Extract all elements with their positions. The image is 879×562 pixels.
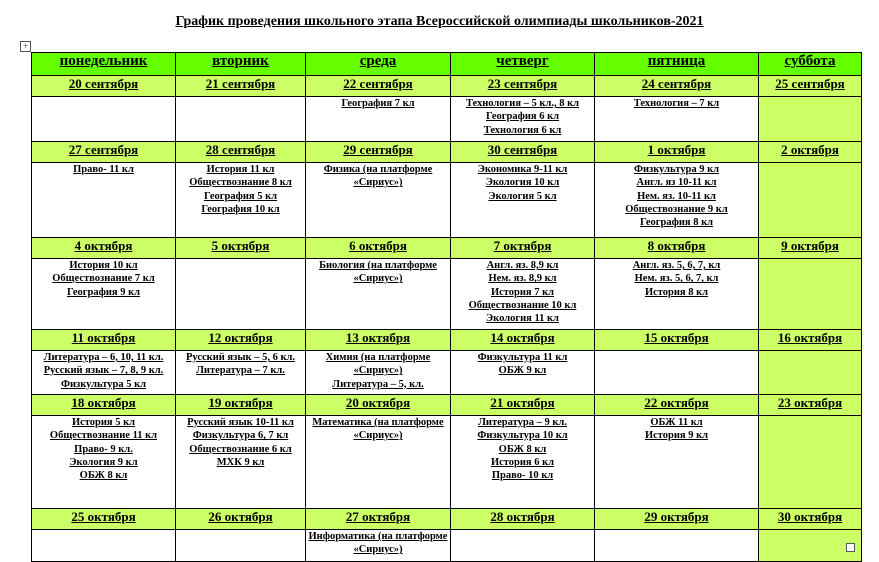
date-row [32, 142, 862, 163]
date-cell: 25 сентября [759, 76, 862, 97]
events-cell[interactable] [176, 163, 306, 238]
olympiad-entry: Физика (на платформе «Сириус») [323, 164, 433, 189]
events-cell[interactable] [759, 351, 862, 395]
events-cell[interactable] [595, 416, 759, 509]
olympiad-entry: ОБЖ 8 кл [498, 443, 547, 455]
day-header: пятница [595, 53, 759, 76]
olympiad-entry: Русский язык – 5, 6 кл. [185, 352, 296, 363]
olympiad-entry: Русский язык 10-11 кл [187, 417, 294, 428]
olympiad-entry: Информатика (на платформе «Сириус») [308, 531, 448, 556]
olympiad-entry: Физкультура 10 кл [477, 430, 568, 442]
date-row [32, 238, 862, 259]
olympiad-entry: Физкультура 6, 7 кл [192, 430, 289, 442]
olympiad-entry: География 7 кл [341, 98, 415, 109]
date-cell: 4 октября [32, 238, 176, 259]
events-cell[interactable] [451, 416, 595, 509]
events-cell[interactable] [306, 97, 451, 142]
olympiad-entry: Физкультура 5 кл [60, 378, 147, 390]
olympiad-entry: География 5 кл [203, 190, 278, 202]
olympiad-entry: Химия (на платформе «Сириус») [325, 352, 431, 377]
olympiad-entry: Экология 5 кл [488, 190, 557, 202]
olympiad-entry: Технология – 5 кл., 8 кл [465, 98, 580, 109]
date-cell: 23 октября [759, 395, 862, 416]
olympiad-entry: Англ. яз 10-11 кл [636, 177, 717, 189]
date-cell: 21 октября [451, 395, 595, 416]
date-cell: 23 сентября [451, 76, 595, 97]
events-cell[interactable] [595, 259, 759, 330]
events-row [32, 416, 862, 509]
date-cell: 30 октября [759, 509, 862, 530]
olympiad-entry: Литература – 9 кл. [478, 417, 567, 428]
date-cell: 29 сентября [306, 142, 451, 163]
day-header-row [32, 53, 862, 76]
events-cell[interactable] [759, 163, 862, 238]
date-cell: 19 октября [176, 395, 306, 416]
date-row [32, 395, 862, 416]
olympiad-entry: Технология – 7 кл [633, 98, 720, 109]
date-cell: 26 октября [176, 509, 306, 530]
date-cell: 30 сентября [451, 142, 595, 163]
date-cell: 29 октября [595, 509, 759, 530]
olympiad-entry: История 11 кл [206, 164, 275, 175]
olympiad-entry: Обществознание 8 кл [189, 177, 292, 189]
events-cell[interactable] [176, 259, 306, 330]
date-cell: 18 октября [32, 395, 176, 416]
date-cell: 27 сентября [32, 142, 176, 163]
date-cell: 20 сентября [32, 76, 176, 97]
events-cell[interactable] [306, 530, 451, 562]
date-cell: 20 октября [306, 395, 451, 416]
events-cell[interactable] [306, 163, 451, 238]
olympiad-entry: Обществознание 9 кл [625, 203, 728, 215]
day-header: четверг [451, 53, 595, 76]
date-cell: 9 октября [759, 238, 862, 259]
events-row [32, 163, 862, 238]
table-move-handle-icon[interactable]: + [20, 41, 31, 52]
date-row [32, 330, 862, 351]
olympiad-entry: Литература – 5, кл. [332, 378, 424, 390]
date-row [32, 509, 862, 530]
events-cell[interactable] [595, 530, 759, 562]
date-cell: 13 октября [306, 330, 451, 351]
olympiad-entry: Право- 9 кл. [74, 443, 133, 455]
date-cell: 16 октября [759, 330, 862, 351]
day-header: вторник [176, 53, 306, 76]
events-cell[interactable] [451, 163, 595, 238]
olympiad-entry: ОБЖ 9 кл [498, 365, 547, 377]
olympiad-entry: Нем. яз. 5, 6, 7, кл [634, 273, 719, 285]
olympiad-entry: Математика (на платформе «Сириус») [312, 417, 444, 442]
events-cell[interactable] [595, 351, 759, 395]
date-cell: 15 октября [595, 330, 759, 351]
olympiad-entry: Экология 11 кл [486, 313, 559, 325]
events-cell[interactable] [306, 351, 451, 395]
olympiad-entry: История 5 кл [71, 417, 136, 428]
events-cell[interactable] [32, 416, 176, 509]
events-row [32, 530, 862, 562]
day-header: понедельник [32, 53, 176, 76]
date-cell: 27 октября [306, 509, 451, 530]
events-cell[interactable] [595, 163, 759, 238]
olympiad-entry: Биология (на платформе «Сириус») [319, 260, 437, 285]
olympiad-entry: Физкультура 9 кл [633, 164, 720, 175]
olympiad-entry: Обществознание 10 кл [468, 299, 577, 311]
date-cell: 21 сентября [176, 76, 306, 97]
events-cell[interactable] [176, 530, 306, 562]
olympiad-entry: История 6 кл [490, 456, 555, 468]
olympiad-entry: Литература – 6, 10, 11 кл. [43, 352, 164, 363]
events-cell[interactable] [32, 163, 176, 238]
events-cell[interactable] [759, 416, 862, 509]
date-cell: 11 октября [32, 330, 176, 351]
events-cell[interactable] [32, 97, 176, 142]
olympiad-entry: МХК 9 кл [216, 456, 265, 468]
date-cell: 1 октября [595, 142, 759, 163]
olympiad-entry: Право- 10 кл [491, 470, 554, 482]
date-cell: 24 сентября [595, 76, 759, 97]
olympiad-entry: История 7 кл [490, 286, 555, 298]
page-title: График проведения школьного этапа Всероссийской олимпиады школьников-2021 [175, 14, 704, 29]
events-row [32, 97, 862, 142]
date-cell: 25 октября [32, 509, 176, 530]
olympiad-entry: География 9 кл [66, 286, 141, 298]
day-header: среда [306, 53, 451, 76]
date-cell: 22 октября [595, 395, 759, 416]
olympiad-entry: География 8 кл [639, 217, 714, 229]
date-cell: 12 октября [176, 330, 306, 351]
olympiad-entry: Нем. яз. 10-11 кл [637, 190, 716, 202]
date-cell: 5 октября [176, 238, 306, 259]
olympiad-entry: Англ. яз. 8,9 кл [486, 260, 559, 271]
table-resize-handle-icon[interactable] [846, 543, 855, 552]
events-cell[interactable] [32, 530, 176, 562]
olympiad-entry: Экономика 9-11 кл [477, 164, 568, 175]
olympiad-entry: Право- 11 кл [73, 164, 134, 175]
olympiad-entry: ОБЖ 11 кл [650, 417, 703, 428]
olympiad-entry: География 10 кл [201, 203, 280, 215]
date-cell: 8 октября [595, 238, 759, 259]
olympiad-entry: Физкультура 11 кл [477, 352, 568, 363]
events-cell[interactable] [595, 97, 759, 142]
events-cell[interactable] [32, 351, 176, 395]
schedule-table [31, 52, 862, 562]
date-cell: 28 октября [451, 509, 595, 530]
events-cell[interactable] [759, 259, 862, 330]
olympiad-entry: История 8 кл [644, 286, 709, 298]
events-cell[interactable] [32, 259, 176, 330]
events-cell[interactable] [451, 97, 595, 142]
events-cell[interactable] [451, 351, 595, 395]
events-cell[interactable] [176, 351, 306, 395]
olympiad-entry: Обществознание 11 кл [49, 430, 158, 442]
date-cell: 28 сентября [176, 142, 306, 163]
events-cell[interactable] [759, 97, 862, 142]
olympiad-entry: Экология 10 кл [485, 177, 560, 189]
events-cell[interactable] [306, 416, 451, 509]
events-cell[interactable] [176, 97, 306, 142]
olympiad-entry: Обществознание 6 кл [189, 443, 292, 455]
olympiad-entry: Технология 6 кл [483, 124, 562, 136]
olympiad-entry: История 9 кл [644, 430, 709, 442]
date-cell: 6 октября [306, 238, 451, 259]
date-cell: 7 октября [451, 238, 595, 259]
olympiad-entry: История 10 кл [69, 260, 138, 271]
events-cell[interactable] [451, 530, 595, 562]
olympiad-entry: Обществознание 7 кл [52, 273, 155, 285]
day-header: суббота [759, 53, 862, 76]
date-cell: 14 октября [451, 330, 595, 351]
events-cell[interactable] [176, 416, 306, 509]
olympiad-entry: География 6 кл [485, 111, 560, 123]
events-row [32, 351, 862, 395]
date-cell: 22 сентября [306, 76, 451, 97]
events-row [32, 259, 862, 330]
olympiad-entry: Англ. яз. 5, 6, 7, кл [632, 260, 721, 271]
olympiad-entry: Русский язык – 7, 8, 9 кл. [43, 365, 164, 377]
events-cell[interactable] [451, 259, 595, 330]
olympiad-entry: Нем. яз. 8,9 кл [488, 273, 557, 285]
olympiad-entry: ОБЖ 8 кл [79, 470, 128, 482]
events-cell[interactable] [306, 259, 451, 330]
olympiad-entry: Литература – 7 кл. [196, 365, 285, 377]
date-row [32, 76, 862, 97]
olympiad-entry: Экология 9 кл [69, 456, 138, 468]
date-cell: 2 октября [759, 142, 862, 163]
